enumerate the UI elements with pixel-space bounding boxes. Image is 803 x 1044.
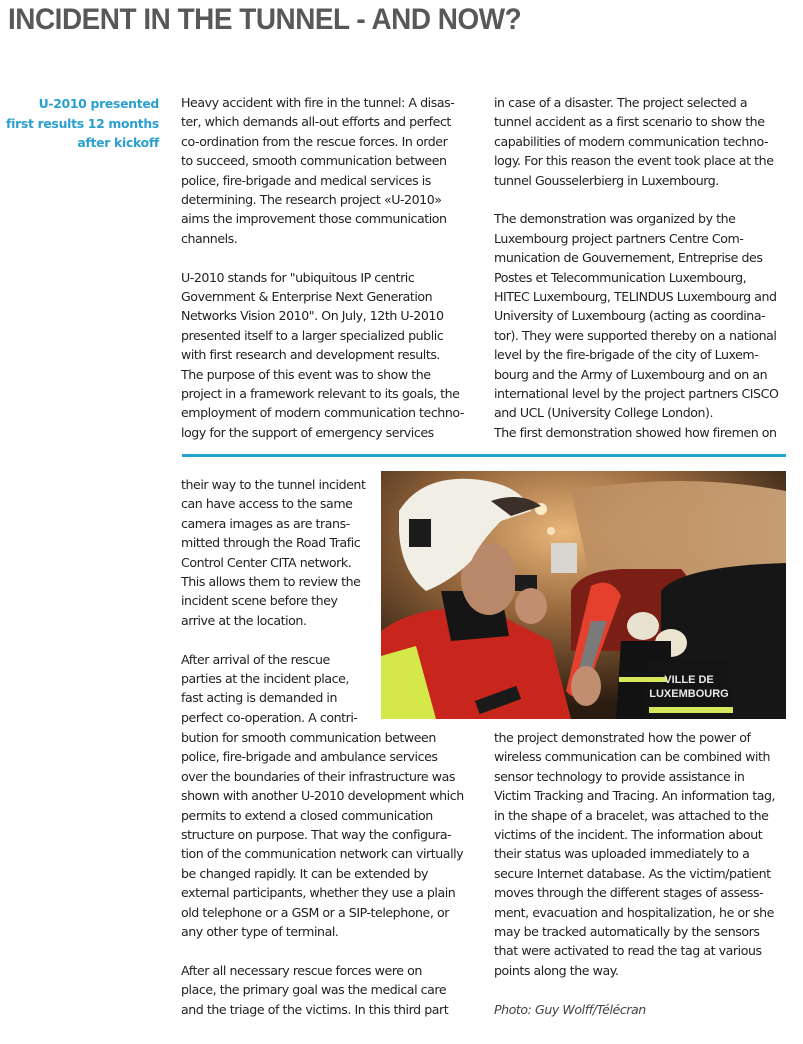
text-line: in the shape of a bracelet, was attached to the [494, 807, 769, 823]
text-line: project in a framework relevant to its goals, the [181, 386, 460, 402]
text-line: bution for smooth communication between [181, 730, 436, 745]
pullquote-line: U-2010 presented [38, 96, 159, 111]
text-line: Heavy accident with fire in the tunnel: A disas- [181, 95, 455, 110]
text-line: bourg and the Army of Luxembourg and on an [494, 366, 768, 382]
section-divider [182, 454, 786, 457]
text-line: determining. The research project «U-2010» [181, 192, 442, 208]
text-line: incident scene before they [181, 593, 338, 609]
text-line: arrive at the location. [181, 612, 307, 628]
distant-truck [551, 543, 577, 573]
text-line: old telephone or a GSM or a SIP-telephone, or [181, 904, 449, 920]
text-line: U-2010 stands for "ubiquitous IP centric [181, 269, 415, 285]
text-line: may be tracked automatically by the sensors [494, 924, 760, 940]
text-line: wireless communication can be combined with [494, 749, 771, 765]
text-line: fast acting is demanded in [181, 690, 338, 706]
paragraph [494, 93, 794, 190]
text-line: any other type of terminal. [181, 924, 339, 940]
text-line: shown with another U-2010 development which [181, 788, 464, 804]
text-line: This allows them to review the [181, 574, 361, 590]
photo-illustration [381, 471, 786, 719]
text-line: and UCL (University College London). [494, 405, 714, 421]
text-line: with first research and development results. [181, 347, 440, 363]
text-column-3 [181, 475, 376, 727]
text-column-1 [181, 93, 476, 442]
text-line: points along the way. [494, 962, 619, 978]
helmet [627, 612, 659, 640]
reflective-stripe [619, 677, 667, 682]
paragraph [181, 961, 476, 1019]
article-photo [381, 471, 786, 719]
text-line: ment, evacuation and hospitalization, he or she [494, 904, 774, 920]
text-line: be changed rapidly. It can be extended by [181, 865, 429, 881]
hand [571, 666, 601, 706]
paragraph [181, 93, 476, 248]
text-line: place, the primary goal was the medical care [181, 982, 447, 998]
text-line: capabilities of modern communication techno- [494, 133, 769, 149]
text-line: ter, which demands all-out efforts and perfect [181, 114, 451, 130]
text-line: their status was uploaded immediately to a [494, 846, 750, 862]
text-line: Government & Enterprise Next Generation [181, 289, 433, 305]
text-line: The purpose of this event was to show the [181, 366, 431, 382]
text-line: co-ordination from the rescue forces. In order [181, 133, 448, 149]
text-line: Postes et Telecommunication Luxembourg, [494, 269, 747, 285]
text-line: to succeed, smooth communication between [181, 153, 447, 169]
text-line: and the triage of the victims. In this third part [181, 1001, 449, 1017]
text-line: the project demonstrated how the power of [494, 730, 751, 745]
text-line: Luxembourg project partners Centre Com- [494, 230, 744, 246]
reflective-stripe [649, 707, 733, 713]
text-line: moves through the different stages of assess- [494, 885, 764, 901]
text-line: perfect co-operation. A contri- [181, 709, 358, 725]
text-line: Control Center CITA network. [181, 554, 352, 570]
photo-credit: Photo: Guy Wolff/Télécran [494, 1001, 646, 1017]
text-line: The demonstration was organized by the [494, 211, 736, 227]
text-line: HITEC Luxembourg, TELINDUS Luxembourg and [494, 289, 777, 305]
text-line: employment of modern communication techno- [181, 405, 464, 421]
text-line: channels. [181, 230, 238, 246]
text-column-2 [494, 93, 794, 442]
text-line: external participants, whether they use a plain [181, 885, 456, 901]
text-line: that were activated to read the tag at various [494, 943, 762, 959]
text-line: police, fire-brigade and medical services is [181, 172, 431, 188]
text-line: parties at the incident place, [181, 671, 349, 687]
text-column-5 [494, 728, 794, 1019]
text-line: in case of a disaster. The project selected a [494, 95, 748, 110]
text-line: international level by the project partners CISCO [494, 386, 779, 402]
text-line: aims the improvement those communication [181, 211, 447, 227]
text-line: tor). They were supported thereby on a national [494, 327, 777, 343]
sidebar-pullquote [0, 94, 159, 153]
paragraph [494, 728, 794, 980]
text-line: secure Internet database. As the victim/patient [494, 865, 771, 881]
text-line: logy. For this reason the event took place at the [494, 153, 774, 169]
text-line: structure on purpose. That way the configura- [181, 827, 452, 843]
text-line: police, fire-brigade and ambulance services [181, 749, 438, 765]
text-line: sensor technology to provide assistance in [494, 768, 745, 784]
hand [515, 588, 547, 624]
text-line: munication de Gouvernement, Entreprise des [494, 250, 763, 266]
text-line: camera images as are trans- [181, 515, 350, 531]
text-line: tunnel Gousselerbierg in Luxembourg. [494, 172, 719, 188]
paragraph [181, 650, 376, 728]
text-line: Networks Vision 2010". On July, 12th U-2010 [181, 308, 444, 324]
paragraph [181, 728, 476, 941]
text-line: can have access to the same [181, 496, 353, 512]
text-line: Victim Tracking and Tracing. An information tag, [494, 788, 776, 804]
jacket-text: LUXEMBOURG [649, 688, 729, 700]
pullquote-line: first results 12 months [6, 115, 159, 131]
text-line: logy for the support of emergency services [181, 424, 434, 440]
text-line: victims of the incident. The information about [494, 827, 763, 843]
text-line: mitted through the Road Trafic [181, 535, 361, 551]
text-line: level by the fire-brigade of the city of Luxem- [494, 347, 759, 363]
text-line: tunnel accident as a first scenario to show the [494, 114, 765, 130]
paragraph [494, 209, 794, 442]
paragraph [181, 475, 376, 630]
pullquote-line: after kickoff [77, 135, 159, 150]
text-column-4 [181, 728, 476, 1019]
text-line: permits to extend a closed communication [181, 807, 433, 823]
tunnel-light [547, 527, 555, 535]
article-title: INCIDENT IN THE TUNNEL - AND NOW? [8, 3, 522, 36]
text-line: The first demonstration showed how firemen on [494, 424, 777, 440]
helmet-lamp [409, 519, 431, 547]
paragraph [181, 268, 476, 443]
text-line: over the boundaries of their infrastructure was [181, 768, 456, 784]
text-line: After all necessary rescue forces were on [181, 962, 422, 978]
text-line: University of Luxembourg (acting as coordina- [494, 308, 766, 324]
text-line: After arrival of the rescue [181, 651, 330, 667]
text-line: their way to the tunnel incident [181, 477, 366, 492]
jacket-text: VILLE DE [664, 674, 714, 686]
text-line: presented itself to a larger specialized public [181, 327, 444, 343]
text-line: tion of the communication network can virtually [181, 846, 464, 862]
